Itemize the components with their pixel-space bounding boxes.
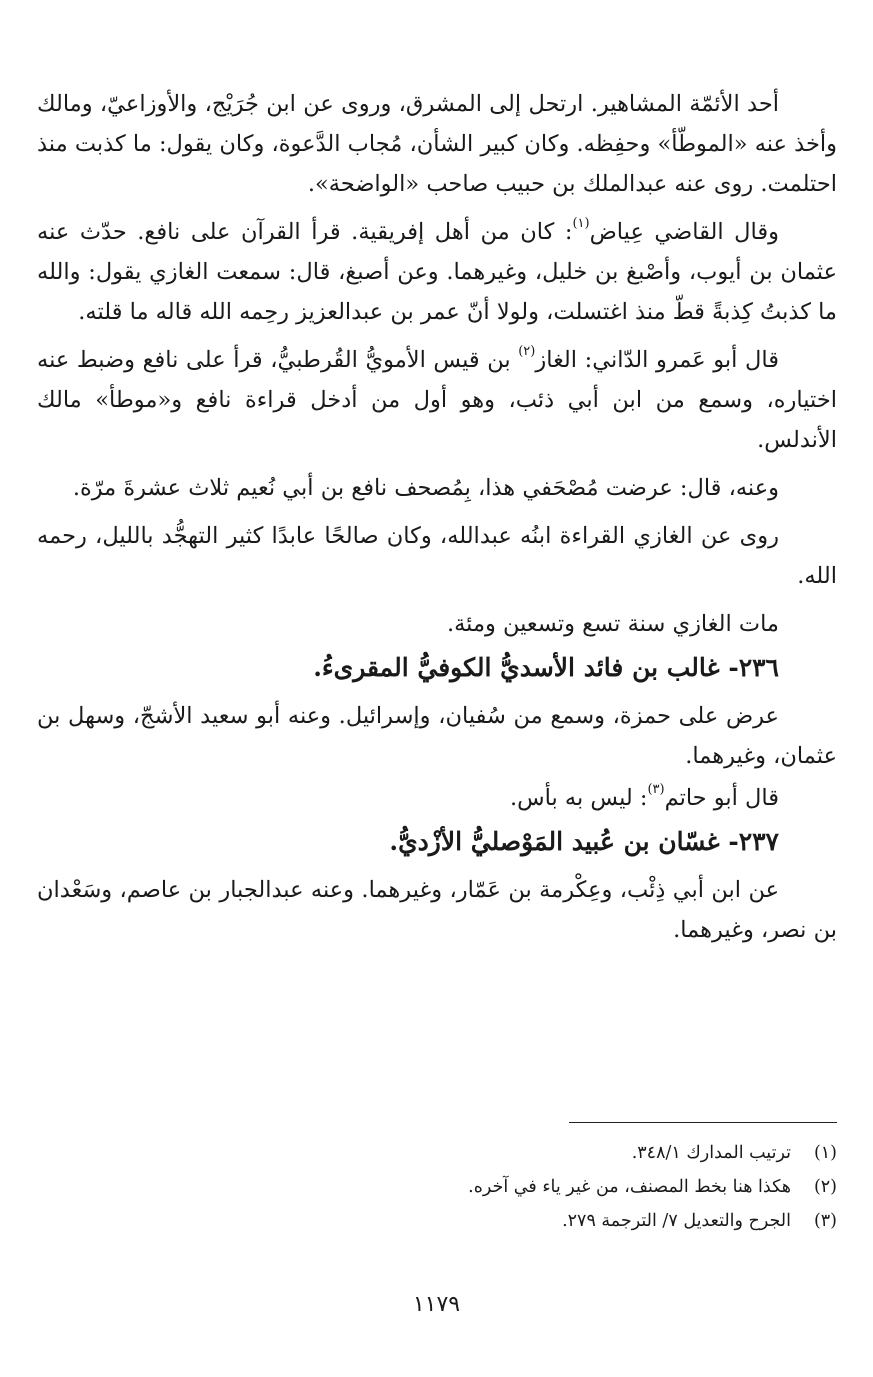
entry-text-237: عن ابن أبي ذِئْب، وعِكْرمة بن عَمّار، وغيرهما. وعنه عبدالجبار بن عاصم، وسَعْدان بن نصر، وغيرهما. bbox=[37, 877, 837, 943]
footnote-number: (٢) bbox=[813, 1177, 837, 1197]
paragraph-ghazi-intro: أحد الأئمّة المشاهير. ارتحل إلى المشرق، وروى عن ابن جُرَيْج، والأوزاعيّ، ومالك وأخذ عنه «الموطّأ» وحفِظه. وكان كبير الشأن، مُجاب الدَّعوة، وكان يقول: ما كذبت منذ احتلمت. روى عنه عبدالملك بن حبيب صاحب «الواضحة». bbox=[37, 91, 837, 197]
footnote-3 bbox=[37, 1204, 837, 1238]
footnote-divider bbox=[569, 1122, 837, 1123]
footnote-ref-1[interactable]: (١) bbox=[572, 215, 590, 231]
paragraph-abu-amr-dani bbox=[37, 340, 837, 460]
iyad-lead: وقال القاضي عِياض bbox=[589, 219, 779, 245]
page-number: ١١٧٩ bbox=[412, 1292, 461, 1317]
abu-hatim-lead: قال أبو حاتم bbox=[664, 785, 779, 811]
dani-lead: قال أبو عَمرو الدّاني: الغاز bbox=[535, 347, 779, 373]
paragraph-narrators: روى عن الغازي القراءة ابنُه عبدالله، وكان صالحًا عابدًا كثير التهجُّد بالليل، رحمه الله. bbox=[37, 523, 837, 589]
paragraph-qadi-iyad bbox=[37, 212, 837, 332]
paragraph-mushaf: وعنه، قال: عرضت مُصْحَفي هذا، بِمُصحف نافع بن أبي نُعيم ثلاث عشرةَ مرّة. bbox=[72, 475, 779, 501]
entry-note-236 bbox=[37, 778, 837, 818]
main-text bbox=[37, 84, 837, 952]
entry-heading-237: ٢٣٧- غسّان بن عُبيد المَوْصليُّ الأزْديُّ. bbox=[389, 827, 779, 856]
entry-heading-236: ٢٣٦- غالب بن فائد الأسديُّ الكوفيُّ المقرىءُ. bbox=[313, 653, 779, 682]
dani-text: بن قيس الأمويُّ القُرطبيُّ، قرأ على نافع وضبط عنه اختياره، وسمع من ابن أبي ذئب، وهو أول من أدخل قراءة نافع و«موطأ» مالك الأندلس. bbox=[37, 347, 837, 453]
footnote-number: (٣) bbox=[813, 1211, 837, 1231]
abu-hatim-text: : ليس به بأس. bbox=[510, 785, 648, 811]
paragraph-death: مات الغازي سنة تسع وتسعين ومئة. bbox=[446, 611, 779, 637]
footnote-text: ترتيب المدارك ٣٤٨/١. bbox=[631, 1143, 791, 1163]
footnote-number: (١) bbox=[813, 1143, 837, 1163]
entry-text-236: عرض على حمزة، وسمع من سُفيان، وإسرائيل. وعنه أبو سعيد الأشجّ، وسهل بن عثمان، وغيرهما. bbox=[37, 703, 837, 769]
footnote-1 bbox=[37, 1136, 837, 1170]
footnote-2 bbox=[37, 1170, 837, 1204]
footnote-text: الجرح والتعديل ٧/ الترجمة ٢٧٩. bbox=[562, 1211, 791, 1231]
footnote-ref-2[interactable]: (٢) bbox=[518, 343, 536, 359]
iyad-text: : كان من أهل إفريقية. قرأ القرآن على نافع. حدّث عنه عثمان بن أيوب، وأصْبغ بن خليل، وغيرهما. وعن أصبغ، قال: سمعت الغازي يقول: والله ما كذبتُ كِذبةً قطّ منذ اغتسلت، ولولا أنّ عمر بن عبدالعزيز رحِمه الله قاله ما قلته. bbox=[37, 219, 837, 325]
footnotes bbox=[37, 1136, 837, 1238]
footnote-text: هكذا هنا بخط المصنف، من غير ياء في آخره. bbox=[468, 1177, 791, 1197]
footnote-ref-3[interactable]: (٣) bbox=[647, 781, 665, 797]
